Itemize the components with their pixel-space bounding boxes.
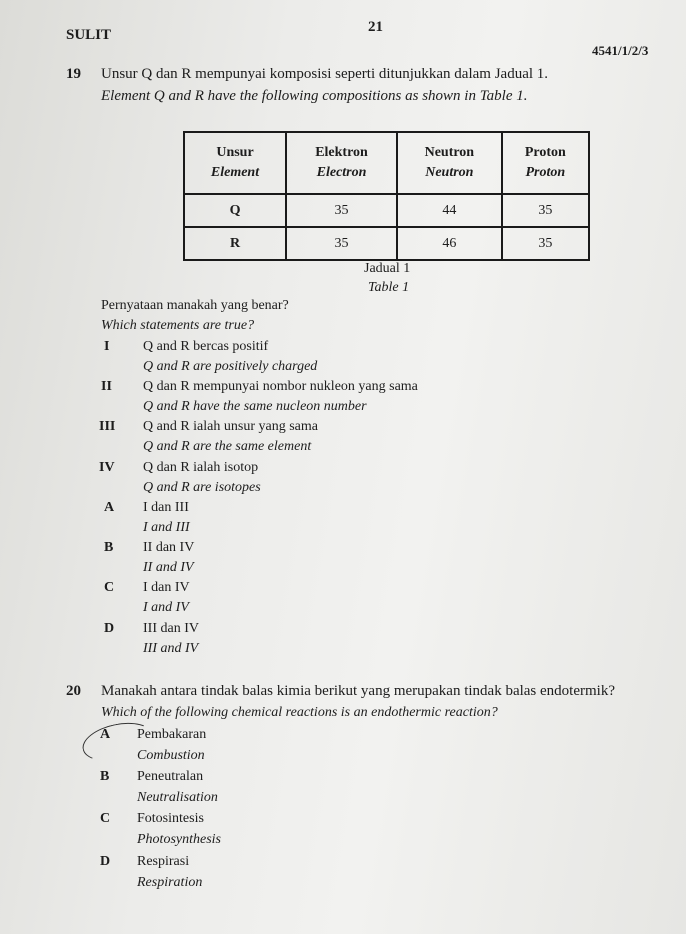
header-cell-element: Unsur Element [184, 132, 286, 194]
option-letter[interactable]: C [100, 811, 111, 826]
table-cell: 35 [286, 227, 397, 260]
table-row [184, 194, 589, 227]
header-sulit: SULIT [66, 27, 112, 43]
option-en: I and III [143, 520, 190, 535]
statement-en: Q and R are isotopes [143, 480, 261, 495]
statement-en: Q and R are positively charged [143, 359, 318, 374]
option-en: I and IV [143, 600, 189, 615]
option-ms: I dan III [143, 500, 189, 515]
statement-ms: Q dan R mempunyai nombor nukleon yang sama [143, 379, 418, 394]
option-letter[interactable]: A [100, 727, 111, 742]
option-ms: III dan IV [143, 621, 199, 636]
table-cell: Q [184, 194, 286, 227]
statement-number: III [99, 419, 116, 434]
option-en: III and IV [143, 641, 199, 656]
table-cell: 44 [397, 194, 502, 227]
statement-en: Q and R have the same nucleon number [143, 399, 367, 414]
option-letter[interactable]: C [104, 580, 115, 595]
page-number: 21 [368, 19, 383, 35]
paper-code: 4541/1/2/3 [592, 43, 649, 58]
q19-stem-en: Element Q and R have the following compositions as shown in Table 1. [101, 88, 528, 104]
option-letter[interactable]: A [104, 500, 115, 515]
statement-ms: Q and R ialah unsur yang sama [143, 419, 318, 434]
composition-table [183, 131, 590, 261]
option-letter[interactable]: D [104, 621, 115, 636]
option-en: Combustion [137, 748, 205, 763]
option-ms: Peneutralan [137, 769, 204, 784]
option-en: II and IV [143, 560, 194, 575]
q19-number: 19 [66, 66, 81, 82]
statement-en: Q and R are the same element [143, 439, 312, 454]
option-en: Respiration [137, 875, 203, 890]
table-caption-en: Table 1 [368, 280, 410, 295]
q19-stem-ms: Unsur Q dan R mempunyai komposisi seperti ditunjukkan dalam Jadual 1. [101, 66, 549, 82]
option-en: Neutralisation [137, 790, 218, 805]
statement-ms: Q and R bercas positif [143, 339, 269, 354]
table-cell: 35 [286, 194, 397, 227]
option-letter[interactable]: B [100, 769, 110, 784]
table-cell: R [184, 227, 286, 260]
header-cell-neutron: Neutron Neutron [397, 132, 502, 194]
header-cell-electron: Elektron Electron [286, 132, 397, 194]
statement-number: IV [99, 460, 115, 475]
option-letter[interactable]: D [100, 854, 111, 869]
table-caption-ms: Jadual 1 [364, 261, 411, 276]
q20-number: 20 [66, 683, 81, 699]
statement-number: I [104, 339, 110, 354]
option-ms: Respirasi [137, 854, 190, 869]
statement-ms: Q dan R ialah isotop [143, 460, 259, 475]
option-ms: Fotosintesis [137, 811, 204, 826]
q20-stem-ms: Manakah antara tindak balas kimia berikut yang merupakan tindak balas endotermik? [101, 683, 615, 699]
option-ms: Pembakaran [137, 727, 207, 742]
option-ms: II dan IV [143, 540, 195, 555]
q20-stem-en: Which of the following chemical reactions is an endothermic reaction? [101, 705, 498, 720]
option-ms: I dan IV [143, 580, 190, 595]
table-cell: 35 [502, 227, 589, 260]
table-cell: 46 [397, 227, 502, 260]
table-row [184, 227, 589, 260]
q19-prompt-en: Which statements are true? [101, 318, 255, 333]
q19-prompt-ms: Pernyataan manakah yang benar? [101, 298, 289, 313]
table-cell: 35 [502, 194, 589, 227]
statement-number: II [101, 379, 112, 394]
header-cell-proton: Proton Proton [502, 132, 589, 194]
option-en: Photosynthesis [137, 832, 221, 847]
option-letter[interactable]: B [104, 540, 114, 555]
